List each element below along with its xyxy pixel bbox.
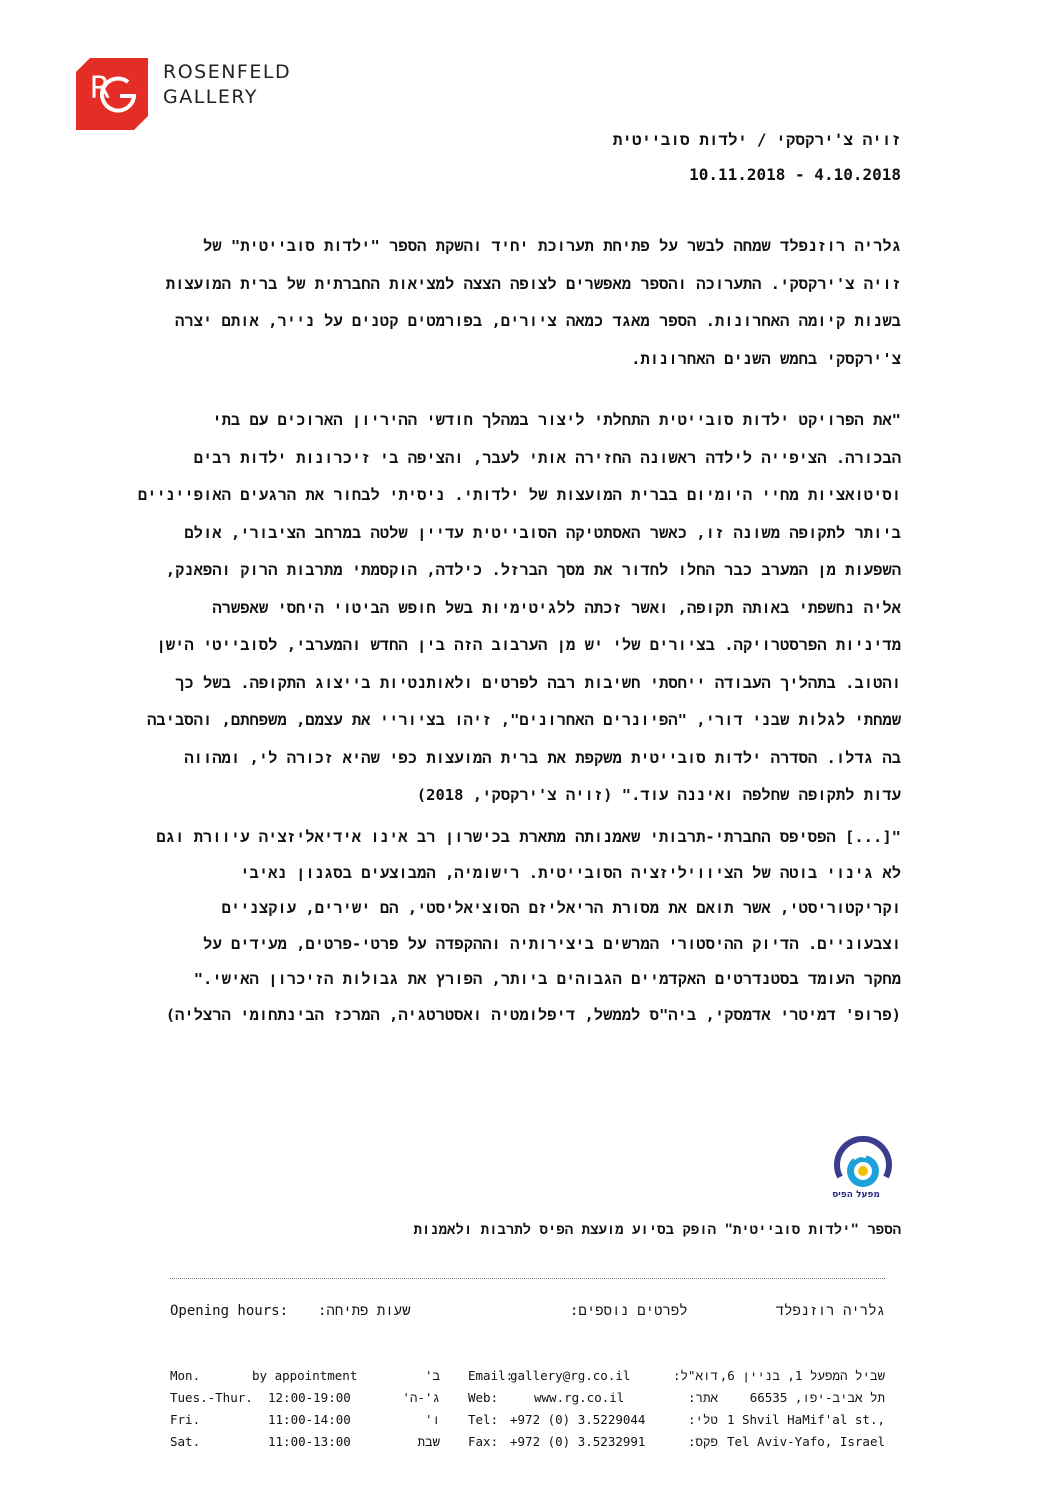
contact-label-he: טלי: — [687, 1412, 718, 1427]
phone-number: +972 (0) 3.5229044 — [510, 1412, 646, 1427]
more-details-label: לפרטים נוספים: — [570, 1303, 688, 1319]
paragraph-line: וסיטואציות מחיי היומיום בברית המועצות של ילדותי. ניסיתי לבחור את הרגעים האופייניים — [137, 486, 901, 504]
paragraph-line: הבכורה. הציפייה לילדה ראשונה החזירה אותי לעבר, והציפה בי זיכרונות ילדות רבים — [193, 448, 901, 467]
paragraph-line: בה גדלו. הסדרה ילדות סובייטית משקפת את ברית המועצות כפי שהיא זכורה לי, ומהווה — [184, 748, 901, 767]
paragraph-line: והטוב. בתהליך העבודה ייחסתי חשיבות רבה לפרטים ולאותנטיות בייצוג התקופה. בשל כך — [175, 673, 901, 692]
footer-divider — [170, 1278, 885, 1279]
paragraph-line: לא גינוי בוטה של הציוויליזציה הסובייטית. רישומיה, המבוצעים בסגנון נאיבי — [240, 863, 901, 882]
contacts-table — [468, 1368, 718, 1468]
gallery-name-he: גלריה רוזנפלד — [775, 1303, 885, 1319]
paragraph-line: עדות לתקופה שחלפה ואיננה עוד." (זויה צ'ירקסקי, 2018) — [416, 786, 901, 804]
hours-day-he: ב' — [424, 1368, 440, 1383]
exhibition-dates: 10.11.2018 - 4.10.2018 — [689, 165, 901, 184]
contact-label-en: Email: — [468, 1368, 514, 1383]
hours-day-he: שבת — [417, 1434, 440, 1449]
paragraph-line: אליה נחשפתי באותה תקופה, ואשר זכתה ללגיטימיות בשל חופש הביטוי היחסי שאפשרה — [212, 598, 901, 617]
paragraph-line: מדיניות הפרסטרויקה. בציורים שלי יש מן הערבוב הזה בין החדש והמערבי, לסובייטי הישן — [156, 636, 901, 654]
website-link[interactable]: www.rg.co.il — [534, 1390, 625, 1405]
hours-time: 12:00-19:00 — [268, 1390, 351, 1405]
intro-paragraph — [166, 228, 901, 378]
gallery-address — [715, 1368, 885, 1468]
hours-time: 11:00-13:00 — [268, 1434, 351, 1449]
opening-hours-label-en: Opening hours: — [170, 1303, 289, 1319]
address-line: שביל המפעל 1, בניין 6, — [719, 1368, 885, 1383]
paragraph-line: שמחתי לגלות שבני דורי, "הפיונרים האחרונים", זיהו בציוריי את עצמם, משפחתם, והסביבה — [147, 711, 901, 729]
paragraph-line: "[...] הפסיפס החברתי-תרבותי שאמנותה מתארת בכישרון רב אינו אידיאליזציה עיוורת וגם — [156, 828, 901, 846]
contact-label-en: Web: — [468, 1390, 499, 1405]
paragraph-line: גלריה רוזנפלד שמחה לבשר על פתיחת תערוכת יחיד והשקת הספר "ילדות סובייטית" של — [202, 237, 901, 255]
contact-label-en: Tel: — [468, 1412, 499, 1427]
critic-quote — [156, 820, 901, 1033]
hours-time: by appointment — [252, 1368, 358, 1383]
address-line: תל אביב-יפו, 66535 — [749, 1390, 885, 1405]
opening-hours-label-he: שעות פתיחה: — [318, 1303, 411, 1319]
contact-label-he: אתר: — [687, 1390, 718, 1405]
sponsor-note: הספר "ילדות סובייטית" הופק בסיוע מועצת הפיס לתרבות ולאמנות — [413, 1222, 901, 1238]
hours-day-he: ו' — [424, 1412, 440, 1427]
contact-label-en: Fax: — [468, 1434, 499, 1449]
paragraph-line: בשנות קיומה האחרונות. הספר מאגד כמאה ציורים, בפורמטים קטנים על נייר, אותם יצרה — [175, 312, 901, 330]
hours-day-en: Tues.-Thur. — [170, 1390, 253, 1405]
address-line: 1 Shvil HaMif'al st., — [726, 1412, 885, 1427]
sponsor-caption: מפעל הפיס — [832, 1190, 880, 1200]
paragraph-line: זויה צ'ירקסקי. התערוכה והספר מאפשרים לצופה הצצה למציאות החברתית של ברית המועצות — [165, 274, 901, 293]
paragraph-line: וקריקטוריסטי, אשר תואם את מסורת הריאליזם הסוציאליסטי, הם ישירים, עוקצניים — [221, 899, 901, 917]
email-link[interactable]: gallery@rg.co.il — [510, 1368, 631, 1383]
artist-quote — [137, 402, 901, 815]
svg-text:R: R — [89, 71, 111, 106]
hours-day-en: Fri. — [170, 1412, 201, 1427]
hours-day-en: Mon. — [170, 1368, 201, 1383]
paragraph-line: ביותר לתקופה משונה זו, כאשר האסתטיקה הסובייטית עדיין שלטה במרחב הציבורי, אולם — [184, 523, 901, 542]
paragraph-line: צ'ירקסקי בחמש השנים האחרונות. — [631, 349, 901, 368]
gallery-wordmark — [163, 60, 291, 110]
hours-time: 11:00-14:00 — [268, 1412, 351, 1427]
contact-label-he: פקס: — [687, 1434, 718, 1449]
paragraph-line: "את הפרויקט ילדות סובייטית התחלתי ליצור במהלך חודשי ההיריון הארוכים עם בתי — [212, 411, 901, 429]
paragraph-line: מחקר העומד בסטנדרטים האקדמיים הגבוהים ביותר, הפורץ את גבולות הזיכרון האישי." — [193, 970, 901, 988]
exhibition-title: זויה צ'ירקסקי / ילדות סובייטית — [612, 130, 901, 149]
address-line: Tel Aviv-Yafo, Israel — [726, 1434, 885, 1449]
gallery-logo-icon — [76, 58, 148, 130]
wordmark-line-1: ROSENFELD — [163, 61, 292, 83]
hours-day-he: ג'-ה' — [402, 1390, 440, 1405]
contact-label-he: דוא"ל: — [672, 1368, 718, 1383]
wordmark-line-2: GALLERY — [163, 86, 258, 108]
fax-number: +972 (0) 3.5232991 — [510, 1434, 646, 1449]
paragraph-line: וצבעוניים. הדיוק ההיסטורי המרשים ביצירותיה וההקפדה על פרטי-פרטים, מעידים על — [203, 934, 901, 953]
paragraph-line: השפעות מן המערב כבר החלו לחדור את מסך הברזל. כילדה, הוקסמתי מתרבות הרוק והפאנק, — [165, 561, 901, 579]
hours-table — [170, 1368, 440, 1468]
hours-day-en: Sat. — [170, 1434, 201, 1449]
paragraph-line: (פרופ' דמיטרי אדמסקי, ביה"ס לממשל, דיפלומטיה ואסטרטגיה, המרכז הבינתחומי הרצליה) — [165, 1005, 901, 1024]
